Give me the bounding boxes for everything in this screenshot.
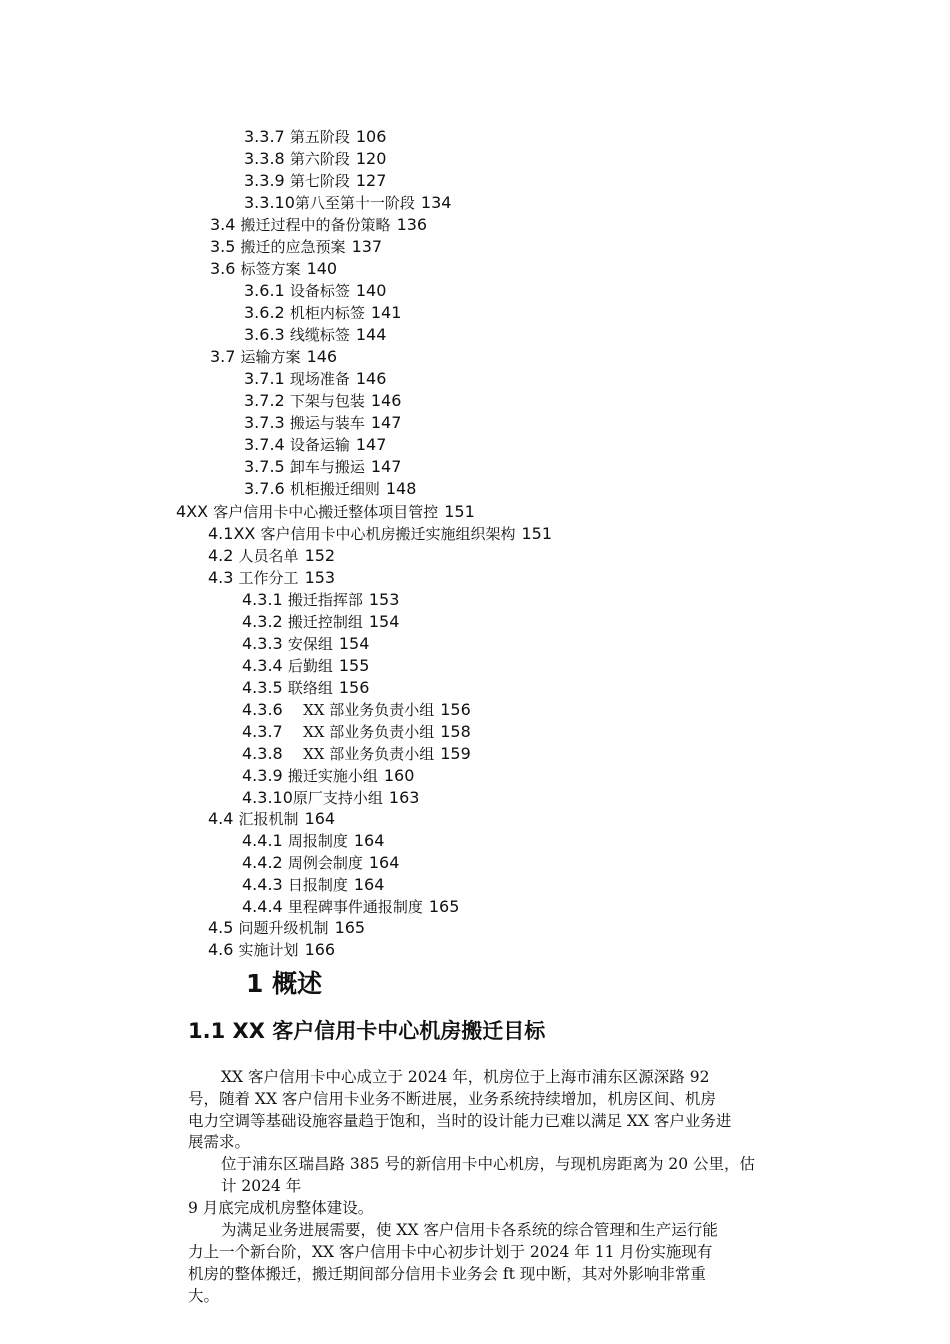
toc-number: 4.2 [208,546,234,565]
toc-title: 日报制度 [287,876,348,894]
toc-number: 3.4 [210,215,236,234]
toc-title: 线缆标签 [289,326,350,344]
toc-title: 第五阶段 [289,128,350,146]
toc-title: 卸车与搬运 [289,458,365,476]
toc-entry[interactable] [242,677,369,699]
toc-title: 搬迁过程中的备份策略 [240,216,391,234]
toc-number: 4.4.4 [242,897,283,916]
toc-entry[interactable] [242,852,399,874]
toc-title: 原厂支持小组 [292,789,383,807]
toc-entry[interactable] [208,545,335,567]
toc-number: 3.6.3 [244,325,285,344]
toc-number: 3.6.1 [244,281,285,300]
toc-entry[interactable] [208,567,335,589]
toc-page-number: 159 [440,744,471,763]
toc-number: 3.3.9 [244,171,285,190]
toc-title: 设备运输 [289,436,350,454]
toc-entry[interactable] [242,765,414,787]
toc-number: 3.7.2 [244,391,285,410]
toc-number: 4.3.9 [242,766,283,785]
toc-entry[interactable] [242,896,459,918]
toc-number: 4.3 [208,568,234,587]
toc-number: 4.3.5 [242,678,283,697]
toc-entry[interactable] [244,170,386,192]
paragraph-line: 计 2024 年 [221,1177,302,1195]
paragraph-line: XX 客户信用卡中心成立于 2024 年，机房位于上海市浦东区源深路 92 [221,1068,710,1086]
toc-title: 机柜搬迁细则 [289,480,380,498]
toc-entry[interactable] [176,501,475,523]
toc-title: 搬迁实施小组 [287,767,378,785]
toc-page-number: 147 [370,413,402,432]
toc-entry[interactable] [244,192,451,214]
toc-title: 机柜内标签 [289,304,365,322]
toc-number: 4.3.4 [242,656,283,675]
toc-entry[interactable] [208,808,335,830]
toc-title: 第七阶段 [289,172,350,190]
paragraph-line: 机房的整体搬迁，搬迁期间部分信用卡业务会 ft 现中断，其对外影响非常重 [188,1265,706,1283]
toc-page-number: 141 [370,303,402,322]
toc-page-number: 148 [385,479,417,498]
toc-page-number: 154 [338,634,370,653]
toc-entry[interactable] [242,874,384,896]
toc-number: 4.3.6 [242,700,283,719]
toc-entry[interactable] [244,126,386,148]
toc-page-number: 137 [351,237,383,256]
toc-number: 3.7 [210,347,236,366]
toc-title: XX 部业务负责小组 [303,745,435,763]
toc-page-number: 147 [370,457,402,476]
paragraph-line: 电力空调等基础设施容量趋于饱和，当时的设计能力已难以满足 XX 客户业务进 [188,1112,732,1130]
toc-page-number: 166 [304,940,336,959]
toc-entry[interactable] [244,280,386,302]
toc-entry[interactable] [210,258,337,280]
toc-number: 4.3.8 [242,744,283,763]
toc-entry[interactable] [244,434,386,456]
toc-title: 搬迁指挥部 [287,591,363,609]
toc-number: 4.4.3 [242,875,283,894]
toc-number: 3.6 [210,259,236,278]
toc-number: 4.3.3 [242,634,283,653]
toc-page-number: 106 [355,127,387,146]
toc-page-number: 140 [306,259,338,278]
toc-number: 3.6.2 [244,303,285,322]
toc-entry[interactable] [210,214,427,236]
toc-title: 设备标签 [289,282,350,300]
toc-entry[interactable] [242,589,399,611]
toc-number: 4.4.1 [242,831,283,850]
toc-number: 3.7.5 [244,457,285,476]
toc-page-number: 146 [355,369,387,388]
toc-title: XX 部业务负责小组 [303,723,435,741]
toc-page-number: 160 [383,766,415,785]
toc-entry[interactable] [242,830,384,852]
toc-title: 工作分工 [238,569,299,587]
paragraph-line: 展需求。 [188,1133,251,1151]
toc-entry[interactable] [208,917,365,939]
toc-page-number: 144 [355,325,387,344]
toc-entry[interactable] [242,721,471,743]
toc-title: XX 部业务负责小组 [303,701,435,719]
toc-number: 4.6 [208,940,234,959]
toc-page-number: 146 [370,391,402,410]
toc-entry[interactable] [210,236,382,258]
toc-page-number: 151 [444,502,475,521]
toc-title: 搬迁的应急预案 [240,238,346,256]
toc-entry[interactable] [244,478,416,500]
toc-title: 标签方案 [240,260,301,278]
toc-title: 人员名单 [238,547,299,565]
toc-page-number: 127 [355,171,387,190]
toc-entry[interactable] [242,743,471,765]
toc-entry[interactable] [244,456,401,478]
toc-title: 联络组 [287,679,333,697]
toc-entry[interactable] [210,346,337,368]
toc-entry[interactable] [244,324,386,346]
toc-entry[interactable] [244,148,386,170]
toc-page-number: 165 [334,918,366,937]
toc-page-number: 154 [368,612,400,631]
toc-page-number: 120 [355,149,387,168]
toc-page-number: 164 [353,831,385,850]
toc-title: 下架与包装 [289,392,365,410]
toc-number: 4.3.1 [242,590,283,609]
chapter-heading: 1 概述 [246,969,323,998]
toc-number: 4.4 [208,809,234,828]
toc-page-number: 164 [353,875,385,894]
toc-page-number: 147 [355,435,387,454]
toc-number: 3.3.8 [244,149,285,168]
toc-entry[interactable] [244,368,386,390]
toc-entry[interactable] [244,302,401,324]
toc-title: 安保组 [287,635,333,653]
toc-number: 3.7.1 [244,369,285,388]
paragraph-line: 位于浦东区瑞昌路 385 号的新信用卡中心机房，与现机房距离为 20 公里，估 [221,1155,756,1173]
toc-entry[interactable] [242,699,471,721]
paragraph-line: 9 月底完成机房整体建设。 [188,1199,374,1217]
toc-page-number: 156 [338,678,370,697]
toc-number: 4XX [176,502,209,521]
toc-number: 4.1XX [208,524,256,543]
toc-title: 现场准备 [289,370,350,388]
toc-page-number: 134 [420,193,452,212]
paragraph-line: 为满足业务进展需要，使 XX 客户信用卡各系统的综合管理和生产运行能 [221,1221,718,1239]
toc-page-number: 163 [388,788,420,807]
toc-title: 运输方案 [240,348,301,366]
toc-title: 问题升级机制 [238,919,329,937]
toc-page-number: 136 [396,215,428,234]
toc-number: 4.4.2 [242,853,283,872]
paragraph-line: 力上一个新台阶，XX 客户信用卡中心初步计划于 2024 年 11 月份实施现有 [188,1243,713,1261]
toc-page-number: 156 [440,700,471,719]
toc-title: 第六阶段 [289,150,350,168]
toc-page-number: 151 [521,524,553,543]
toc-title: 客户信用卡中心搬迁整体项目管控 [213,503,439,521]
toc-number: 3.5 [210,237,236,256]
toc-title: 实施计划 [238,941,299,959]
toc-page-number: 164 [368,853,400,872]
paragraph-line: 大。 [188,1287,220,1305]
toc-page-number: 164 [304,809,336,828]
toc-page-number: 146 [306,347,338,366]
toc-page-number: 165 [428,897,460,916]
toc-number: 4.5 [208,918,234,937]
toc-number: 3.7.3 [244,413,285,432]
toc-page-number: 153 [368,590,400,609]
toc-number: 4.3.10 [242,788,293,807]
toc-entry[interactable] [208,939,335,961]
toc-title: 汇报机制 [238,810,299,828]
toc-entry[interactable] [244,412,401,434]
toc-entry[interactable] [242,787,419,809]
toc-entry[interactable] [242,633,369,655]
toc-entry[interactable] [242,655,369,677]
toc-page-number: 158 [440,722,471,741]
toc-number: 3.3.10 [244,193,295,212]
toc-entry[interactable] [244,390,401,412]
paragraph-line: 号，随着 XX 客户信用卡业务不断进展，业务系统持续增加，机房区间、机房 [188,1090,716,1108]
toc-entry[interactable] [242,611,399,633]
toc-title: 周例会制度 [287,854,363,872]
toc-number: 4.3.7 [242,722,283,741]
toc-number: 3.3.7 [244,127,285,146]
toc-title: 周报制度 [287,832,348,850]
toc-title: 客户信用卡中心机房搬迁实施组织架构 [260,525,516,543]
toc-page-number: 155 [338,656,370,675]
toc-page-number: 152 [304,546,336,565]
section-heading: 1.1 XX 客户信用卡中心机房搬迁目标 [188,1019,546,1043]
toc-title: 第八至第十一阶段 [294,194,415,212]
toc-title: 搬运与装车 [289,414,365,432]
toc-title: 里程碑事件通报制度 [287,898,423,916]
toc-title: 后勤组 [287,657,333,675]
toc-number: 3.7.6 [244,479,285,498]
toc-title: 搬迁控制组 [287,613,363,631]
toc-entry[interactable] [208,523,552,545]
toc-number: 4.3.2 [242,612,283,631]
toc-page-number: 153 [304,568,336,587]
toc-number: 3.7.4 [244,435,285,454]
toc-page-number: 140 [355,281,387,300]
